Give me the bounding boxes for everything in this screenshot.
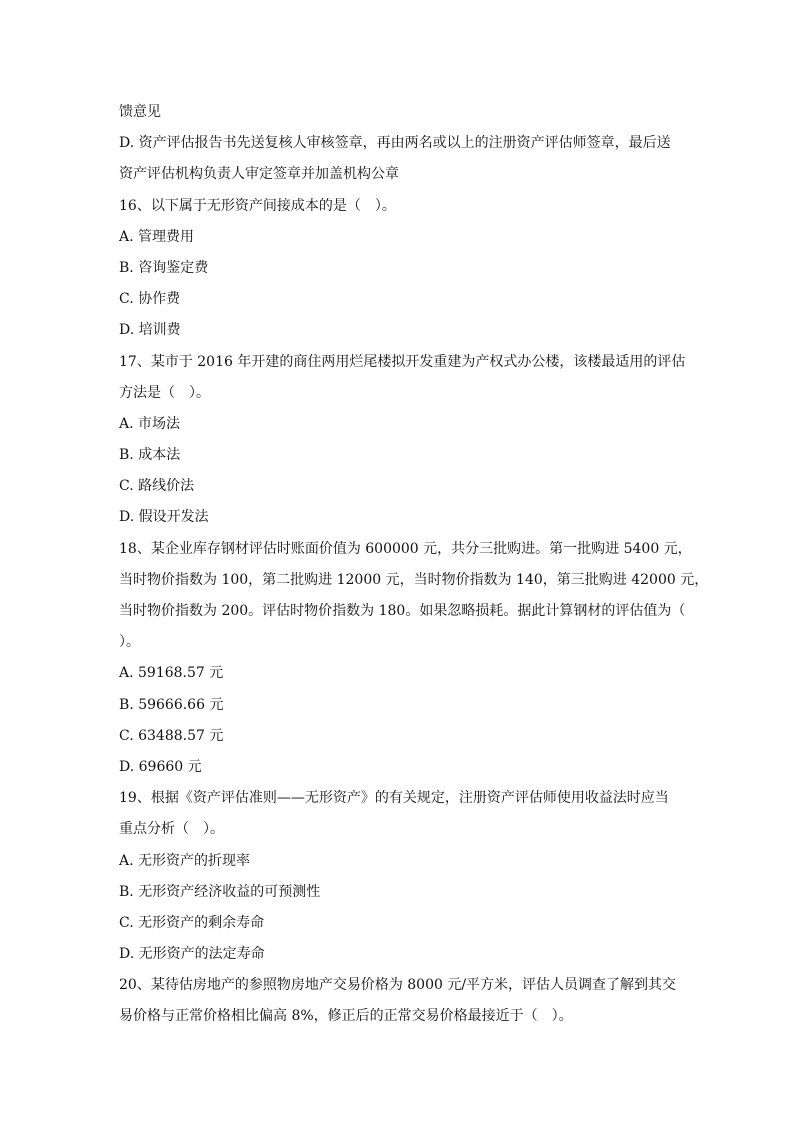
question-17-option-d: D. 假设开发法 [119, 509, 209, 526]
question-18-stem-cont: 当时物价指数为 200。评估时物价指数为 180。如果忽略损耗。据此计算钢材的评估值为（ [119, 603, 686, 619]
question-19-stem-cont: 重点分析（ ）。 [119, 821, 224, 838]
question-18-option-b: B. 59666.66 元 [119, 696, 224, 713]
question-17-option-c: C. 路线价法 [119, 478, 195, 495]
question-16-option-d: D. 培训费 [119, 322, 181, 339]
question-20-stem: 20、某待估房地产的参照物房地产交易价格为 8000 元/平方米，评估人员调查了解到其交 [119, 977, 677, 994]
question-17-stem: 17、某市于 2016 年开建的商住两用烂尾楼拟开发重建为产权式办公楼，该楼最适用的评估 [119, 353, 686, 370]
question-18-stem: 18、某企业库存钢材评估时账面价值为 600000 元，共分三批购进。第一批购进 5400 元， [119, 540, 692, 557]
question-19-option-c: C. 无形资产的剩余寿命 [119, 914, 265, 931]
text-line: D. 资产评估报告书先送复核人审核签章，再由两名或以上的注册资产评估师签章，最后送 [119, 135, 671, 152]
question-16-option-a: A. 管理费用 [119, 228, 195, 245]
question-20-stem-cont: 易价格与正常价格相比偏高 8%，修正后的正常交易价格最接近于（ ）。 [119, 1008, 573, 1025]
text-line: 馈意见 [119, 104, 161, 120]
question-16-option-b: B. 咨询鉴定费 [119, 259, 209, 276]
text-line: 资产评估机构负责人审定签章并加盖机构公章 [119, 166, 399, 183]
question-18-stem-cont: 当时物价指数为 100，第二批购进 12000 元，当时物价指数为 140，第三批购进 42000 元， [119, 571, 709, 588]
question-17-option-b: B. 成本法 [119, 447, 181, 464]
question-19-option-b: B. 无形资产经济收益的可预测性 [119, 883, 321, 900]
question-18-option-c: C. 63488.57 元 [119, 727, 224, 744]
question-16-stem: 16、以下属于无形资产间接成本的是（ ）。 [119, 197, 396, 214]
question-17-option-a: A. 市场法 [119, 415, 181, 432]
question-16-option-c: C. 协作费 [119, 291, 181, 308]
question-19-option-d: D. 无形资产的法定寿命 [119, 946, 265, 963]
question-19-stem: 19、根据《资产评估准则——无形资产》的有关规定，注册资产评估师使用收益法时应当 [119, 790, 669, 807]
question-18-option-d: D. 69660 元 [119, 758, 202, 775]
question-18-stem-cont: ）。 [119, 634, 140, 651]
question-17-stem-cont: 方法是（ ）。 [119, 384, 210, 401]
question-19-option-a: A. 无形资产的折现率 [119, 852, 251, 869]
document-body [119, 97, 709, 1033]
question-18-option-a: A. 59168.57 元 [119, 665, 224, 682]
